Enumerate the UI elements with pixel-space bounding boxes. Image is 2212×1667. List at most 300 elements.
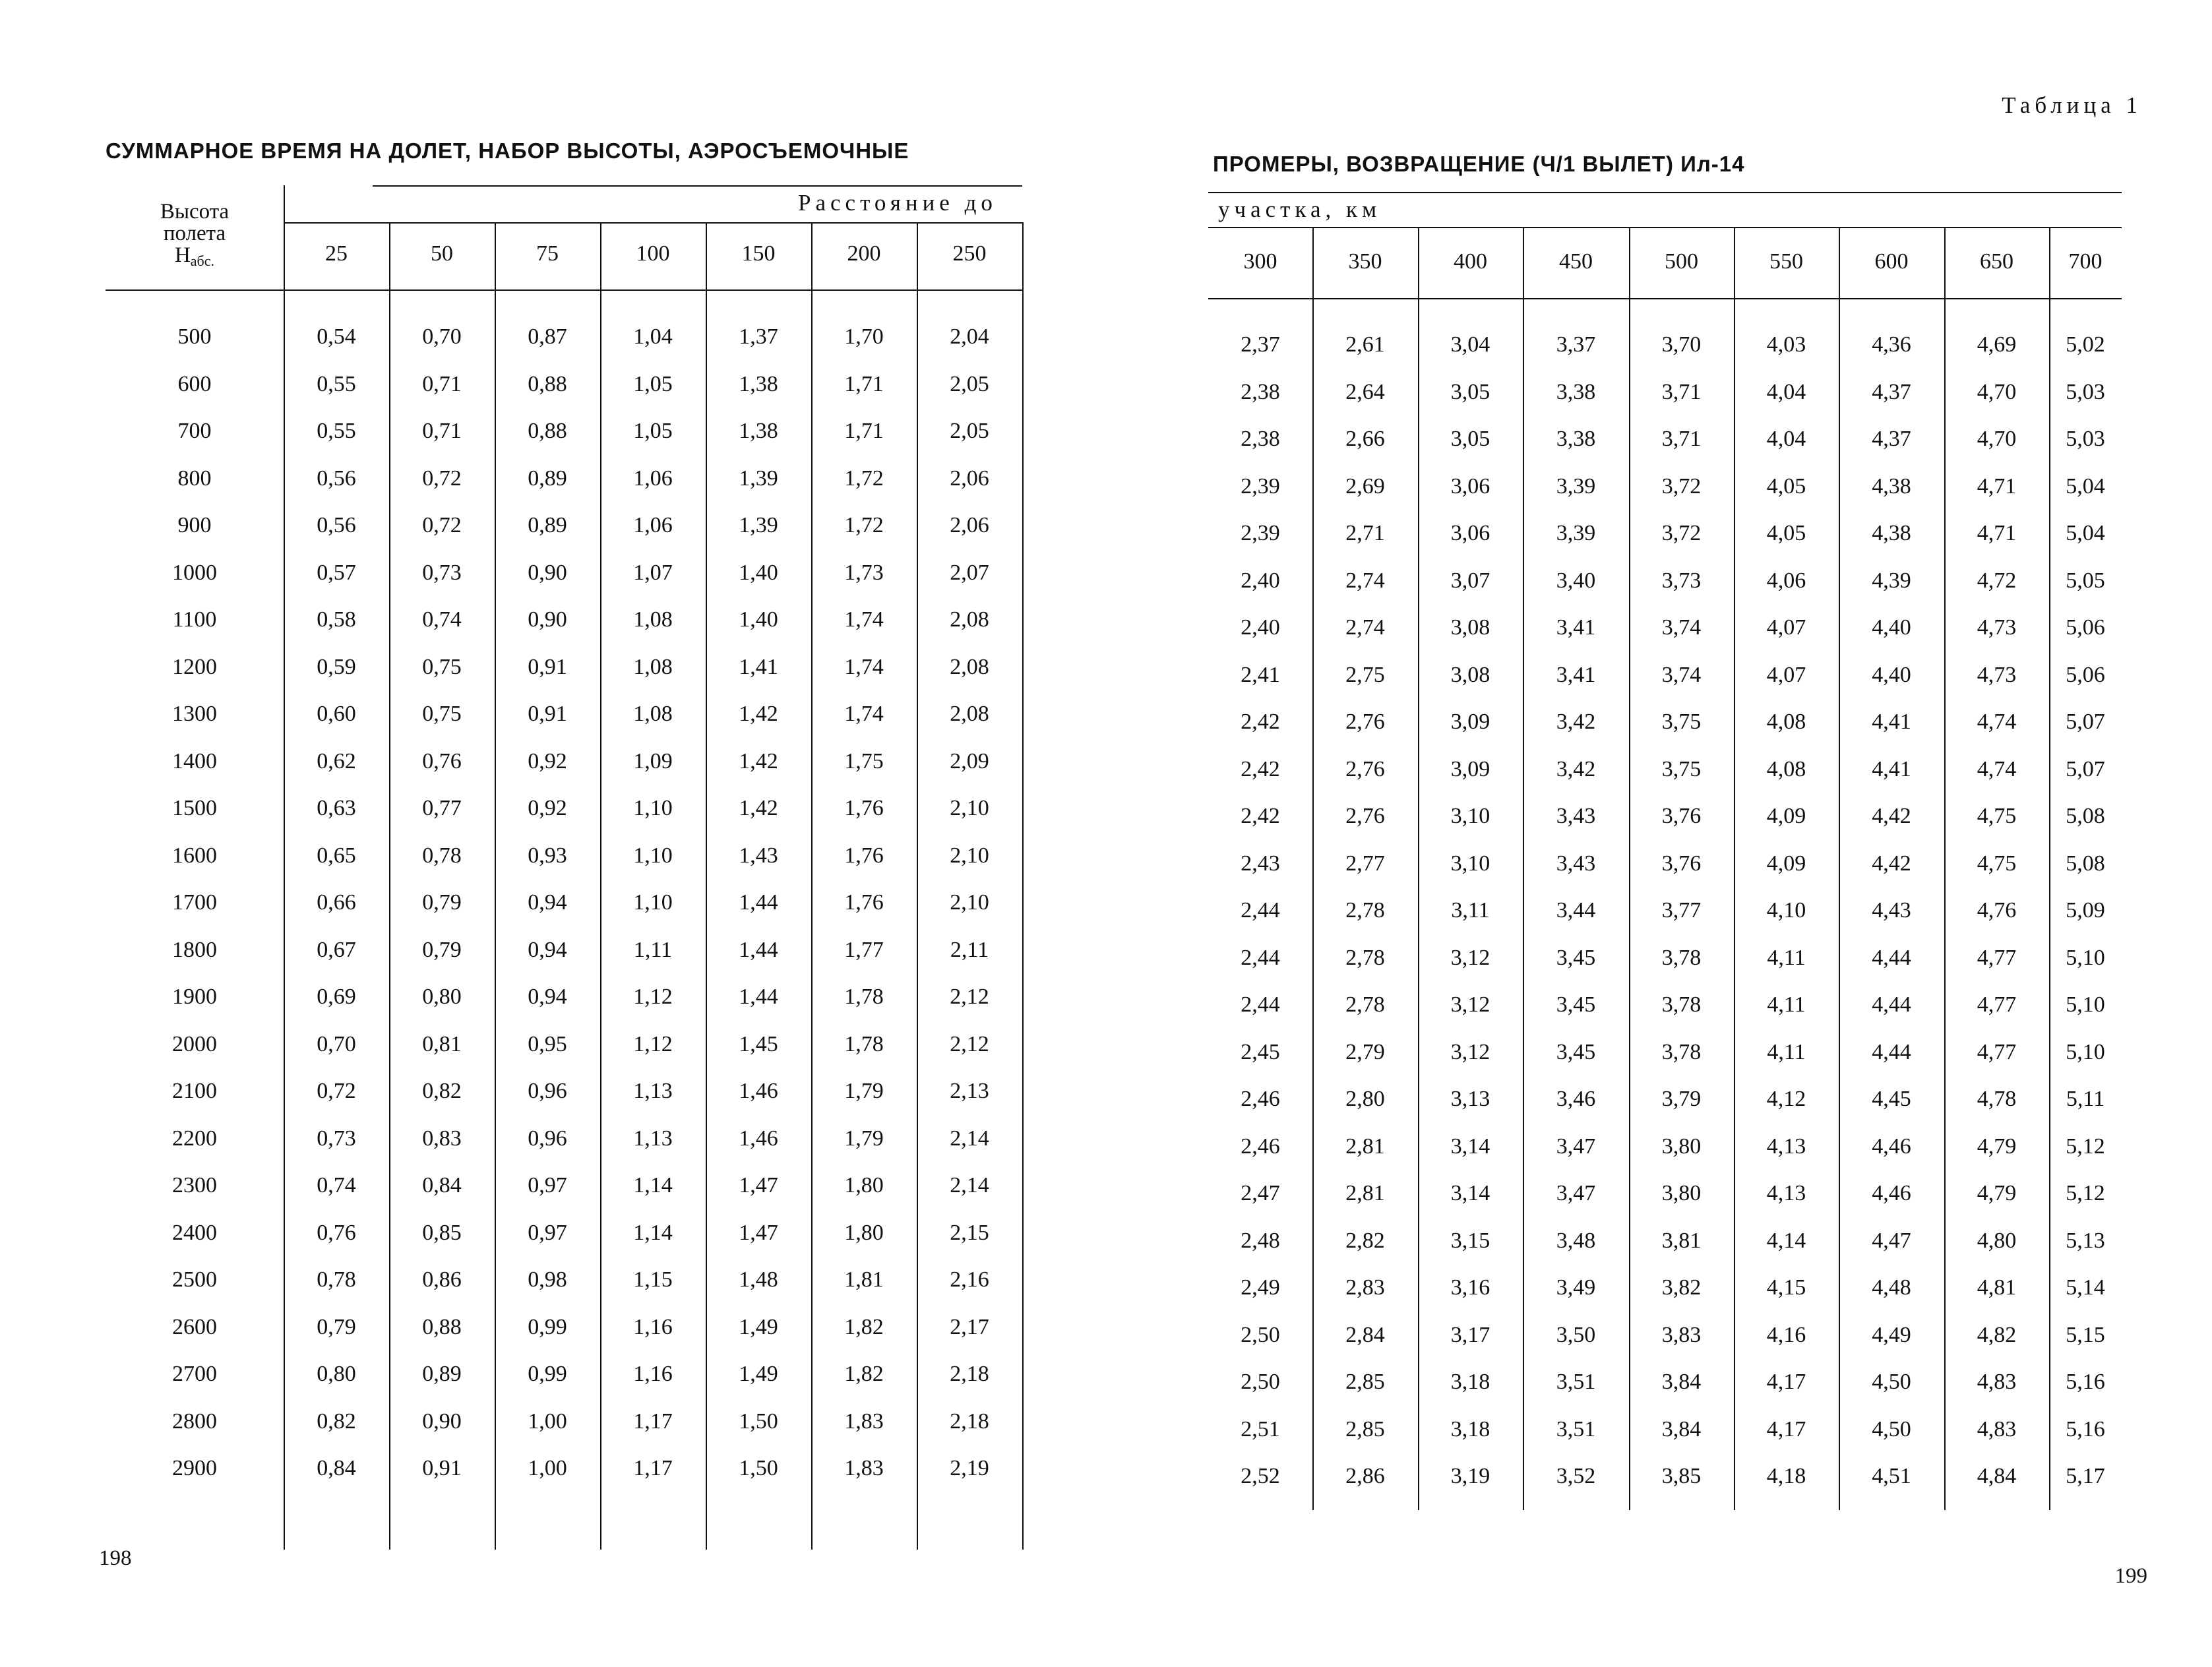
table-cell: 5,11 — [2066, 1087, 2105, 1111]
table-cell: 3,41 — [1556, 615, 1596, 640]
table-cell: 5,06 — [2066, 615, 2105, 640]
table-cell: 4,77 — [1977, 945, 2017, 970]
table-cell: 1,12 — [633, 985, 673, 1009]
table-cell: 4,42 — [1872, 851, 1911, 876]
table-cell: 5,09 — [2066, 898, 2105, 923]
table-cell: 1,00 — [528, 1409, 567, 1434]
section-column-header: 650 — [1980, 249, 2013, 274]
table-cell: 0,65 — [317, 843, 356, 868]
table-cell: 3,13 — [1450, 1087, 1490, 1111]
header-top-rule — [1208, 192, 2122, 193]
table-cell: 1,16 — [633, 1314, 673, 1339]
table-cell: 4,44 — [1872, 992, 1911, 1017]
table-cell: 2,15 — [950, 1220, 989, 1245]
table-cell: 0,75 — [422, 654, 462, 679]
table-cell: 3,09 — [1450, 710, 1490, 734]
header-mid-rule — [284, 222, 1022, 224]
table-cell: 4,43 — [1872, 898, 1911, 923]
table-cell: 2,10 — [950, 890, 989, 915]
table-cell: 4,49 — [1872, 1322, 1911, 1347]
table-cell: 2,41 — [1241, 662, 1280, 687]
table-cell: 4,08 — [1766, 756, 1806, 781]
table-cell: 4,75 — [1977, 851, 2017, 876]
table-cell: 4,69 — [1977, 332, 2017, 357]
table-cell: 3,82 — [1661, 1275, 1702, 1300]
table-cell: 3,05 — [1450, 427, 1490, 451]
table-cell: 3,44 — [1556, 898, 1596, 923]
table-cell: 4,07 — [1766, 615, 1806, 640]
section-column-header: 300 — [1243, 249, 1277, 274]
table-cell: 2,49 — [1241, 1275, 1280, 1300]
table-cell: 4,03 — [1766, 332, 1806, 357]
table-cell: 1,71 — [844, 419, 884, 443]
table-cell: 0,93 — [528, 843, 567, 868]
table-cell: 2,42 — [1241, 756, 1280, 781]
table-cell: 1,08 — [633, 654, 673, 679]
table-cell: 1,07 — [633, 560, 673, 585]
table-cell: 5,10 — [2066, 945, 2105, 970]
table-cell: 3,78 — [1661, 1039, 1702, 1064]
altitude-label: 2500 — [172, 1267, 217, 1292]
right-page-title: ПРОМЕРЫ, ВОЗВРАЩЕНИЕ (Ч/1 ВЫЛЕТ) Ил-14 — [1213, 152, 1745, 176]
table-cell: 2,04 — [950, 324, 989, 349]
table-cell: 0,90 — [528, 607, 567, 632]
table-cell: 2,42 — [1241, 710, 1280, 734]
table-cell: 3,46 — [1556, 1087, 1596, 1111]
right-page-number: 199 — [2114, 1564, 2147, 1588]
table-cell: 5,03 — [2066, 379, 2105, 404]
table-cell: 2,14 — [950, 1126, 989, 1151]
table-cell: 3,49 — [1556, 1275, 1596, 1300]
table-cell: 0,56 — [317, 513, 356, 537]
table-cell: 0,56 — [317, 466, 356, 491]
table-cell: 1,44 — [739, 985, 778, 1009]
table-cell: 5,12 — [2066, 1181, 2105, 1205]
table-cell: 3,10 — [1450, 851, 1490, 876]
table-cell: 0,76 — [317, 1220, 356, 1245]
table-cell: 2,39 — [1241, 473, 1280, 499]
table-cell: 3,19 — [1450, 1464, 1490, 1488]
table-cell: 1,44 — [739, 890, 778, 915]
altitude-label: 600 — [177, 371, 212, 396]
table-cell: 0,81 — [422, 1031, 462, 1056]
table-cell: 5,07 — [2066, 756, 2105, 781]
table-cell: 3,71 — [1661, 427, 1702, 451]
table-cell: 2,52 — [1241, 1464, 1280, 1488]
table-cell: 2,76 — [1345, 756, 1385, 781]
table-cell: 3,08 — [1450, 662, 1490, 687]
table-cell: 2,76 — [1345, 804, 1385, 828]
table-cell: 2,74 — [1345, 615, 1385, 640]
table-cell: 3,37 — [1556, 332, 1596, 357]
table-cell: 2,77 — [1345, 851, 1385, 876]
table-cell: 2,12 — [950, 985, 989, 1009]
table-cell: 2,48 — [1241, 1228, 1280, 1253]
table-cell: 1,39 — [739, 466, 778, 491]
altitude-label: 2100 — [172, 1079, 217, 1103]
table-cell: 2,38 — [1241, 379, 1280, 404]
table-cell: 4,38 — [1872, 473, 1911, 499]
table-cell: 4,15 — [1766, 1275, 1806, 1300]
table-cell: 2,79 — [1345, 1039, 1385, 1064]
altitude-label: 2300 — [172, 1173, 217, 1197]
table-cell: 3,06 — [1450, 521, 1490, 545]
table-cell: 5,08 — [2066, 804, 2105, 828]
table-cell: 3,16 — [1450, 1275, 1490, 1300]
table-cell: 3,51 — [1556, 1416, 1596, 1441]
table-cell: 4,17 — [1766, 1416, 1806, 1441]
table-cell: 3,45 — [1556, 945, 1596, 970]
table-cell: 5,03 — [2066, 427, 2105, 451]
table-cell: 0,97 — [528, 1220, 567, 1245]
table-cell: 1,72 — [844, 466, 884, 491]
table-cell: 4,72 — [1977, 568, 2017, 593]
altitude-column-header — [119, 201, 270, 272]
table-cell: 2,74 — [1345, 568, 1385, 593]
table-cell: 4,10 — [1766, 898, 1806, 923]
table-cell: 2,50 — [1241, 1370, 1280, 1394]
table-cell: 1,05 — [633, 371, 673, 396]
table-cell: 3,18 — [1450, 1370, 1490, 1394]
table-cell: 1,82 — [844, 1362, 884, 1386]
table-cell: 0,84 — [422, 1173, 462, 1197]
altitude-label: 2800 — [172, 1409, 217, 1434]
table-cell: 2,61 — [1345, 332, 1385, 357]
table-cell: 3,42 — [1556, 756, 1596, 781]
table-cell: 0,82 — [317, 1409, 356, 1434]
table-cell: 4,08 — [1766, 710, 1806, 734]
altitude-label: 1800 — [172, 937, 217, 962]
table-cell: 2,69 — [1345, 473, 1385, 499]
table-cell: 0,92 — [528, 796, 567, 820]
table-cell: 0,71 — [422, 371, 462, 396]
table-cell: 3,14 — [1450, 1134, 1490, 1159]
table-cell: 5,05 — [2066, 568, 2105, 593]
table-cell: 2,44 — [1241, 945, 1280, 970]
table-cell: 0,54 — [317, 324, 356, 349]
table-cell: 1,10 — [633, 796, 673, 820]
table-cell: 0,72 — [317, 1079, 356, 1103]
table-cell: 0,76 — [422, 748, 462, 773]
table-cell: 1,81 — [844, 1267, 884, 1292]
table-cell: 4,77 — [1977, 992, 2017, 1017]
table-cell: 5,06 — [2066, 662, 2105, 687]
table-cell: 0,83 — [422, 1126, 462, 1151]
table-cell: 3,76 — [1661, 804, 1702, 828]
table-cell: 2,45 — [1241, 1039, 1280, 1064]
table-cell: 1,40 — [739, 560, 778, 585]
table-cell: 5,17 — [2066, 1464, 2105, 1488]
altitude-header-line1: Высота — [160, 200, 230, 224]
table-cell: 1,77 — [844, 937, 884, 962]
table-cell: 1,10 — [633, 890, 673, 915]
table-cell: 5,08 — [2066, 851, 2105, 876]
table-cell: 3,43 — [1556, 851, 1596, 876]
altitude-label: 1300 — [172, 702, 217, 726]
table-cell: 3,78 — [1661, 945, 1702, 970]
distance-column-header: 100 — [636, 241, 670, 266]
table-cell: 0,88 — [422, 1314, 462, 1339]
table-cell: 1,48 — [739, 1267, 778, 1292]
table-cell: 0,92 — [528, 748, 567, 773]
altitude-subscript: абс. — [190, 253, 215, 269]
table-cell: 2,85 — [1345, 1370, 1385, 1394]
table-cell: 0,89 — [422, 1362, 462, 1386]
table-cell: 2,16 — [950, 1267, 989, 1292]
table-cell: 0,63 — [317, 796, 356, 820]
table-cell: 4,50 — [1872, 1370, 1911, 1394]
table-cell: 3,09 — [1450, 756, 1490, 781]
table-cell: 2,06 — [950, 513, 989, 537]
table-cell: 0,59 — [317, 654, 356, 679]
altitude-label: 1400 — [172, 748, 217, 773]
table-cell: 1,42 — [739, 702, 778, 726]
table-cell: 4,38 — [1872, 521, 1911, 545]
table-cell: 0,91 — [422, 1456, 462, 1480]
table-cell: 0,72 — [422, 513, 462, 537]
table-cell: 1,12 — [633, 1031, 673, 1056]
altitude-symbol: H — [174, 243, 191, 267]
table-cell: 3,77 — [1661, 898, 1702, 923]
table-cell: 1,72 — [844, 513, 884, 537]
table-cell: 0,55 — [317, 371, 356, 396]
table-cell: 4,71 — [1977, 521, 2017, 545]
table-cell: 1,49 — [739, 1314, 778, 1339]
table-cell: 5,15 — [2066, 1322, 2105, 1347]
table-cell: 4,09 — [1766, 851, 1806, 876]
table-cell: 0,78 — [422, 843, 462, 868]
table-cell: 2,43 — [1241, 851, 1280, 876]
table-cell: 4,46 — [1872, 1134, 1911, 1159]
table-cell: 4,37 — [1872, 379, 1911, 404]
table-cell: 5,04 — [2066, 521, 2105, 545]
table-cell: 1,13 — [633, 1079, 673, 1103]
table-cell: 4,42 — [1872, 804, 1911, 828]
table-cell: 1,82 — [844, 1314, 884, 1339]
table-cell: 4,17 — [1766, 1370, 1806, 1394]
table-cell: 2,81 — [1345, 1134, 1385, 1159]
table-cell: 4,37 — [1872, 427, 1911, 451]
table-cell: 1,49 — [739, 1362, 778, 1386]
altitude-label: 500 — [177, 324, 212, 349]
table-cell: 0,97 — [528, 1173, 567, 1197]
table-cell: 1,39 — [739, 513, 778, 537]
table-cell: 4,74 — [1977, 710, 2017, 734]
altitude-label: 800 — [177, 466, 212, 491]
table-cell: 1,38 — [739, 419, 778, 443]
table-cell: 4,51 — [1872, 1464, 1911, 1488]
table-cell: 2,10 — [950, 796, 989, 820]
table-cell: 0,82 — [422, 1079, 462, 1103]
table-cell: 1,76 — [844, 843, 884, 868]
table-cell: 4,70 — [1977, 427, 2017, 451]
table-cell: 3,38 — [1556, 379, 1596, 404]
table-cell: 1,11 — [633, 937, 673, 962]
table-cell: 3,39 — [1556, 521, 1596, 545]
table-cell: 3,52 — [1556, 1464, 1596, 1488]
table-cell: 1,04 — [633, 324, 673, 349]
table-cell: 1,83 — [844, 1456, 884, 1480]
header-bottom-rule — [1208, 298, 2122, 299]
table-cell: 1,76 — [844, 796, 884, 820]
table-cell: 1,44 — [739, 937, 778, 962]
table-cell: 1,00 — [528, 1456, 567, 1480]
table-cell: 4,73 — [1977, 662, 2017, 687]
table-cell: 2,18 — [950, 1362, 989, 1386]
table-cell: 4,36 — [1872, 332, 1911, 357]
table-cell: 1,74 — [844, 607, 884, 632]
table-cell: 2,40 — [1241, 615, 1280, 640]
table-cell: 1,16 — [633, 1362, 673, 1386]
table-cell: 0,60 — [317, 702, 356, 726]
table-cell: 0,98 — [528, 1267, 567, 1292]
distance-column-header: 75 — [536, 241, 559, 266]
table-cell: 0,73 — [422, 560, 462, 585]
table-cell: 3,75 — [1661, 710, 1702, 734]
table-cell: 1,83 — [844, 1409, 884, 1434]
header-top-rule — [373, 185, 1022, 187]
table-cell: 4,11 — [1767, 992, 1806, 1017]
table-cell: 0,95 — [528, 1031, 567, 1056]
altitude-header-line2: полета — [163, 222, 226, 245]
table-cell: 1,13 — [633, 1126, 673, 1151]
table-cell: 5,12 — [2066, 1134, 2105, 1159]
distance-column-header: 25 — [325, 241, 348, 266]
table-cell: 2,37 — [1241, 332, 1280, 357]
table-cell: 1,06 — [633, 513, 673, 537]
table-cell: 0,99 — [528, 1314, 567, 1339]
table-cell: 4,81 — [1977, 1275, 2017, 1300]
table-cell: 3,83 — [1661, 1322, 1702, 1347]
table-cell: 3,06 — [1450, 473, 1490, 499]
table-cell: 3,76 — [1661, 851, 1702, 876]
table-cell: 2,06 — [950, 466, 989, 491]
table-cell: 3,15 — [1450, 1228, 1490, 1253]
table-cell: 4,83 — [1977, 1416, 2017, 1441]
table-cell: 0,94 — [528, 890, 567, 915]
table-cell: 2,19 — [950, 1456, 989, 1480]
table-cell: 3,71 — [1661, 379, 1702, 404]
table-cell: 2,39 — [1241, 521, 1280, 545]
table-cell: 1,42 — [739, 748, 778, 773]
table-cell: 3,04 — [1450, 332, 1490, 357]
table-cell: 4,74 — [1977, 756, 2017, 781]
table-cell: 2,09 — [950, 748, 989, 773]
table-cell: 1,05 — [633, 419, 673, 443]
table-cell: 1,17 — [633, 1409, 673, 1434]
altitude-label: 1500 — [172, 796, 217, 820]
table-cell: 1,45 — [739, 1031, 778, 1056]
table-cell: 1,42 — [739, 796, 778, 820]
altitude-label: 1900 — [172, 985, 217, 1009]
table-cell: 0,62 — [317, 748, 356, 773]
table-cell: 0,71 — [422, 419, 462, 443]
table-cell: 2,46 — [1241, 1134, 1280, 1159]
table-cell: 3,42 — [1556, 710, 1596, 734]
table-cell: 1,47 — [739, 1220, 778, 1245]
table-cell: 3,48 — [1556, 1228, 1596, 1253]
table-cell: 3,40 — [1556, 568, 1596, 593]
table-cell: 0,85 — [422, 1220, 462, 1245]
column-divider — [1022, 222, 1024, 1550]
table-cell: 3,72 — [1661, 473, 1702, 499]
table-cell: 4,41 — [1872, 756, 1911, 781]
altitude-header-symbol — [119, 245, 270, 272]
table-cell: 2,78 — [1345, 992, 1385, 1017]
table-cell: 1,70 — [844, 324, 884, 349]
table-cell: 1,17 — [633, 1456, 673, 1480]
table-cell: 3,41 — [1556, 662, 1596, 687]
table-cell: 5,16 — [2066, 1416, 2105, 1441]
table-cell: 1,71 — [844, 371, 884, 396]
table-cell: 1,41 — [739, 654, 778, 679]
table-cell: 2,64 — [1345, 379, 1385, 404]
section-column-header: 550 — [1769, 249, 1803, 274]
table-cell: 4,82 — [1977, 1322, 2017, 1347]
table-cell: 1,46 — [739, 1079, 778, 1103]
table-cell: 2,51 — [1241, 1416, 1280, 1441]
section-span-header: участка, км — [1218, 197, 1382, 222]
table-cell: 0,70 — [422, 324, 462, 349]
altitude-label: 1200 — [172, 654, 217, 679]
table-cell: 1,80 — [844, 1173, 884, 1197]
table-cell: 5,07 — [2066, 710, 2105, 734]
table-cell: 3,12 — [1450, 992, 1490, 1017]
table-cell: 4,14 — [1766, 1228, 1806, 1253]
table-cell: 4,73 — [1977, 615, 2017, 640]
table-cell: 0,89 — [528, 513, 567, 537]
table-cell: 2,80 — [1345, 1087, 1385, 1111]
table-cell: 2,82 — [1345, 1228, 1385, 1253]
table-cell: 2,85 — [1345, 1416, 1385, 1441]
table-cell: 5,04 — [2066, 473, 2105, 499]
table-cell: 4,05 — [1766, 521, 1806, 545]
table-cell: 0,88 — [528, 419, 567, 443]
table-cell: 2,13 — [950, 1079, 989, 1103]
table-cell: 2,08 — [950, 654, 989, 679]
table-cell: 3,81 — [1661, 1228, 1702, 1253]
altitude-label: 900 — [177, 513, 212, 537]
table-cell: 3,72 — [1661, 521, 1702, 545]
table-cell: 0,84 — [317, 1456, 356, 1480]
table-cell: 0,96 — [528, 1126, 567, 1151]
table-cell: 1,74 — [844, 702, 884, 726]
table-cell: 2,46 — [1241, 1087, 1280, 1111]
table-cell: 4,79 — [1977, 1134, 2017, 1159]
table-cell: 4,18 — [1766, 1464, 1806, 1488]
table-cell: 2,47 — [1241, 1181, 1280, 1205]
table-cell: 2,44 — [1241, 898, 1280, 923]
table-cell: 0,91 — [528, 702, 567, 726]
table-cell: 1,06 — [633, 466, 673, 491]
distance-span-header: Расстояние до — [798, 190, 997, 216]
table-cell: 3,14 — [1450, 1181, 1490, 1205]
table-cell: 4,41 — [1872, 710, 1911, 734]
table-cell: 0,57 — [317, 560, 356, 585]
table-cell: 1,08 — [633, 607, 673, 632]
table-cell: 4,76 — [1977, 898, 2017, 923]
table-cell: 4,83 — [1977, 1370, 2017, 1394]
table-cell: 4,12 — [1766, 1087, 1806, 1111]
table-cell: 3,78 — [1661, 992, 1702, 1017]
table-cell: 1,08 — [633, 702, 673, 726]
table-cell: 3,84 — [1661, 1370, 1702, 1394]
left-page-number: 198 — [99, 1546, 132, 1570]
table-cell: 4,40 — [1872, 662, 1911, 687]
table-cell: 3,07 — [1450, 568, 1490, 593]
table-cell: 3,12 — [1450, 1039, 1490, 1064]
table-cell: 2,05 — [950, 419, 989, 443]
